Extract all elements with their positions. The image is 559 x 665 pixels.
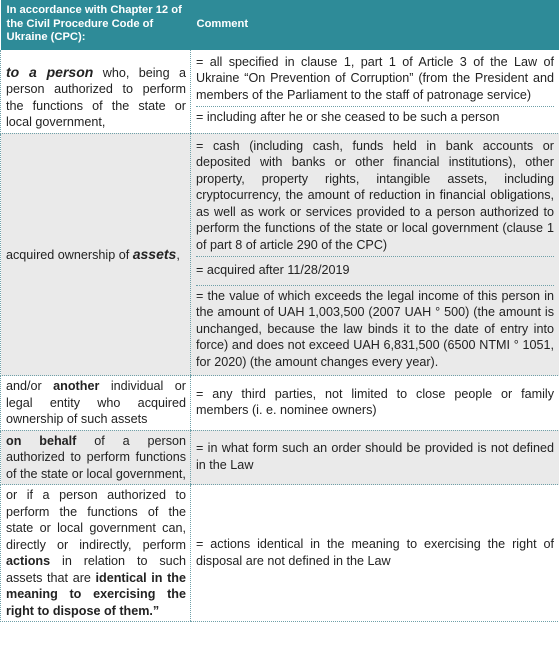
table-row	[1, 50, 559, 134]
comment-item: = any third parties, not limited to close people or family members (i. e. nominee owners)	[196, 386, 554, 418]
provision-cell	[1, 376, 191, 431]
provision-text: in relation to such assets that are	[6, 554, 186, 585]
provision-keyword: actions	[6, 554, 51, 568]
comment-item: = cash (including cash, funds held in bank accounts or deposited with banks or other financial institutions), other property, property rights, intangible assets, including cryptocurrency, the amount of reduction in financial obligations, as well as work or services provided to a person authorized to perform the functions of the state or local government (clause 1 of part 8 of article 290 of the CPC)	[196, 136, 554, 258]
comment-item: = in what form such an order should be provided is not defined in the Law	[196, 441, 554, 472]
provision-cell	[1, 50, 191, 134]
provision-text: or if a person authorized to perform the functions of the state or local government can, directly or indirectly, perform	[6, 488, 186, 552]
comment-cell	[191, 485, 559, 622]
comment-cell	[191, 133, 559, 376]
comment-item: = actions identical in the meaning to exercising the right of disposal are not defined in the Law	[196, 537, 554, 568]
comment-item: = all specified in clause 1, part 1 of Article 3 of the Law of Ukraine “On Prevention of Corruption” (from the President and members of the Parliament to the staff of patronage service)	[196, 52, 554, 108]
header-cpc: In accordance with Chapter 12 of the Civil Procedure Code of Ukraine (CPC):	[1, 0, 191, 50]
table-header-row	[1, 0, 559, 50]
table-row	[1, 430, 559, 485]
provision-text: individual or legal entity who acquired ownership of such assets	[6, 379, 186, 426]
provision-keyword: identical in the meaning to exercising the right to dispose of them.”	[6, 570, 187, 618]
comment-cell	[191, 50, 559, 134]
comment-item: = acquired after 11/28/2019	[196, 257, 554, 286]
comment-item: = the value of which exceeds the legal income of this person in the amount of UAH 1,003,500 (2007 UAH ° 500) (the amount is unchanged, because the law binds it to the date of entry into force) and does not exceed UAH 6,831,500 (6500 NTMI ° 1051, for 2020) (the amount changes every year).	[196, 288, 554, 369]
provision-cell	[1, 133, 191, 376]
table-row	[1, 133, 559, 376]
comment-item: = including after he or she ceased to be such a person	[196, 110, 500, 124]
provision-text: and/or	[6, 379, 54, 393]
provision-keyword: another	[53, 379, 100, 393]
provision-keyword: on behalf	[6, 433, 77, 448]
comment-cell	[191, 376, 559, 431]
provision-keyword: to a person	[6, 63, 94, 80]
header-comment: Comment	[191, 0, 559, 50]
table-row	[1, 485, 559, 622]
provision-keyword: assets	[132, 245, 177, 262]
table-row	[1, 376, 559, 431]
provision-text: ,	[176, 247, 180, 262]
provision-cell	[1, 485, 191, 622]
provision-text: who, being a person authorized to perform the functions of the state or local government,	[6, 65, 186, 129]
provision-text: of a person authorized to perform functions of the state or local government,	[6, 433, 186, 481]
provision-text: acquired ownership of	[6, 247, 133, 262]
comment-cell	[191, 430, 559, 485]
provision-cell	[1, 430, 191, 485]
